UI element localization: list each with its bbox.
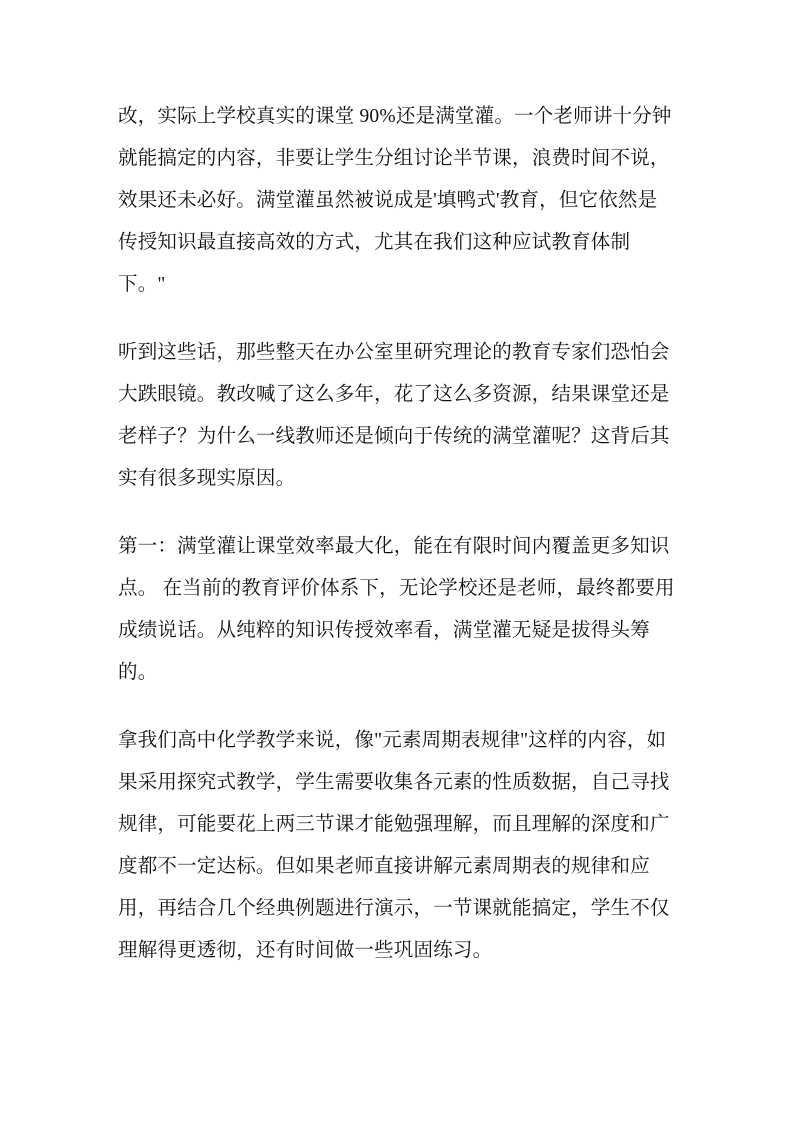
document-body: [118, 96, 675, 972]
paragraph: 听到这些话，那些整天在办公室里研究理论的教育专家们恐怕会大跌眼镜。教改喊了这么多年，花了这么多资源，结果课堂还是老样子？为什么一线教师还是倾向于传统的满堂灌呢？这背后其实有很多现实原因。: [118, 342, 670, 489]
paragraph: 第一：满堂灌让课堂效率最大化，能在有限时间内覆盖更多知识点。 在当前的教育评价体系下，无论学校还是老师，最终都要用成绩说话。从纯粹的知识传授效率看，满堂灌无疑是拔得头筹的。: [118, 536, 675, 683]
paragraph: 改，实际上学校真实的课堂 90%还是满堂灌。一个老师讲十分钟就能搞定的内容，非要让学生分组讨论半节课，浪费时间不说，效果还未必好。满堂灌虽然被说成是'填鸭式'教育，但它依然是传授知识最直接高效的方式，尤其在我们这种应试教育体制下。": [118, 106, 672, 295]
paragraph: 拿我们高中化学教学来说，像"元素周期表规律"这样的内容，如果采用探究式教学，学生需要收集各元素的性质数据，自己寻找规律，可能要花上两三节课才能勉强理解，而且理解的深度和广度都不一定达标。但如果老师直接讲解元素周期表的规律和应用，再结合几个经典例题进行演示，一节课就能搞定，学生不仅理解得更透彻，还有时间做一些巩固练习。: [118, 730, 670, 961]
